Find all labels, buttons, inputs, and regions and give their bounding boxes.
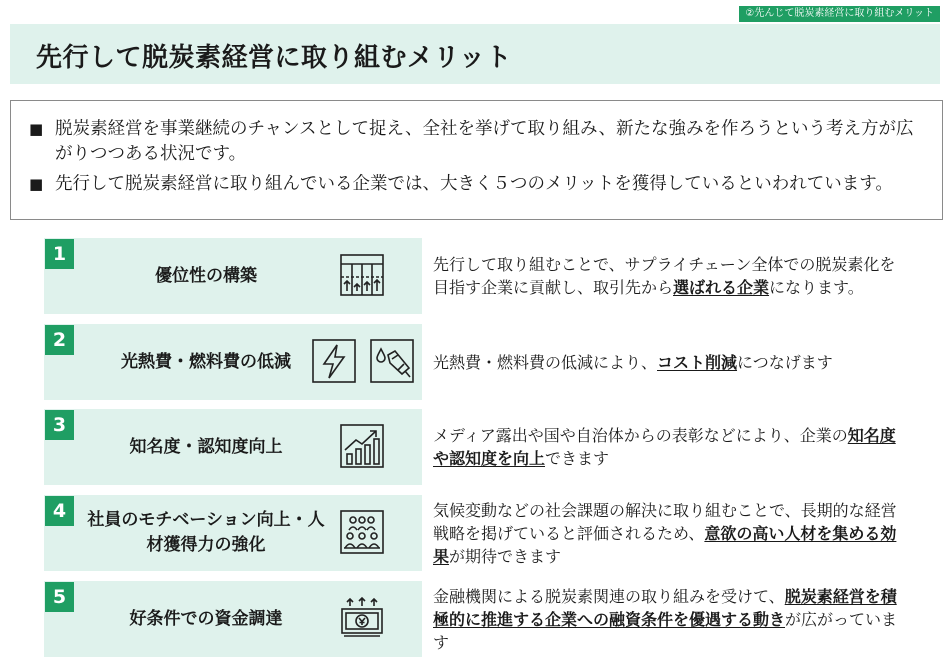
merit-description xyxy=(433,581,908,657)
merit-panel xyxy=(44,238,422,314)
section-tag: ②先んじて脱炭素経営に取り組むメリット xyxy=(739,6,940,22)
merit-row-3 xyxy=(44,409,944,485)
chart-table-icon xyxy=(338,251,386,299)
desc-emphasis: 知名度や認知度を向上 xyxy=(433,426,896,468)
growth-chart-icon xyxy=(338,422,386,470)
merit-panel xyxy=(44,409,422,485)
desc-text: につなげます xyxy=(737,352,833,372)
desc-emphasis: 意欲の高い人材を集める効果 xyxy=(433,523,897,566)
merit-label: 光熱費・燃料費の低減 xyxy=(121,351,291,372)
desc-text: できます xyxy=(545,449,610,468)
merit-description xyxy=(433,495,908,571)
lightning-icon xyxy=(310,337,358,385)
desc-text: 先行して取り組むことで、サプライチェーン全体での脱炭素化を目指す企業に貢献し、取引先から xyxy=(433,255,896,297)
yen-money-icon xyxy=(338,594,386,642)
desc-text: になります。 xyxy=(769,278,864,297)
page-title: 先行して脱炭素経営に取り組むメリット xyxy=(36,43,512,73)
merit-number: 5 xyxy=(45,582,74,612)
desc-text: が期待できます xyxy=(449,546,562,566)
fuel-nozzle-icon xyxy=(368,337,416,385)
merit-label: 社員のモチベーション向上・人材獲得力の強化 xyxy=(87,510,325,555)
desc-text: メディア露出や国や自治体からの表彰などにより、企業の xyxy=(433,426,848,445)
desc-text: 気候変動などの社会課題の解決に取り組むことで、長期的な経営戦略を掲げていると評価されるため、 xyxy=(433,500,897,543)
merit-description xyxy=(433,409,908,485)
summary-text: 先行して脱炭素経営に取り組んでいる企業では、大きく５つのメリットを獲得しているといわれています。 xyxy=(55,174,893,194)
desc-text: 光熱費・燃料費の低減により、 xyxy=(433,352,658,372)
merit-number: 3 xyxy=(45,410,74,440)
merit-label: 知名度・認知度向上 xyxy=(129,436,283,457)
summary-text: 脱炭素経営を事業継続のチャンスとして捉え、全社を挙げて取り組み、新たな強みを作ろうという考え方が広がりつつある状況です。 xyxy=(55,119,914,164)
desc-text: が広がっています xyxy=(433,609,898,652)
merit-number: 4 xyxy=(45,496,74,526)
desc-emphasis: 選ばれる企業 xyxy=(673,278,770,297)
merit-label: 好条件での資金調達 xyxy=(129,608,283,629)
merit-row-4 xyxy=(44,495,944,571)
merit-label: 優位性の構築 xyxy=(155,265,257,286)
summary-bullet xyxy=(29,172,924,197)
merit-row-5 xyxy=(44,581,944,657)
people-group-icon xyxy=(338,508,386,556)
title-bar xyxy=(10,24,940,84)
summary-box xyxy=(10,100,943,220)
merit-row-2 xyxy=(44,324,944,400)
desc-emphasis: コスト削減 xyxy=(657,352,738,372)
merit-panel xyxy=(44,581,422,657)
merit-panel xyxy=(44,324,422,400)
bullet-marker: ■ xyxy=(29,175,44,193)
desc-emphasis: 脱炭素経営を積極的に推進する企業への融資条件を優遇する動き xyxy=(433,586,897,629)
summary-bullet xyxy=(29,117,924,167)
merit-description xyxy=(433,324,908,400)
merit-row-1 xyxy=(44,238,944,314)
merit-number: 2 xyxy=(45,325,74,355)
merit-panel xyxy=(44,495,422,571)
desc-text: 金融機関による脱炭素関連の取り組みを受けて、 xyxy=(433,586,785,606)
merit-description xyxy=(433,238,908,314)
bullet-marker: ■ xyxy=(29,120,44,138)
merit-number: 1 xyxy=(45,239,74,269)
